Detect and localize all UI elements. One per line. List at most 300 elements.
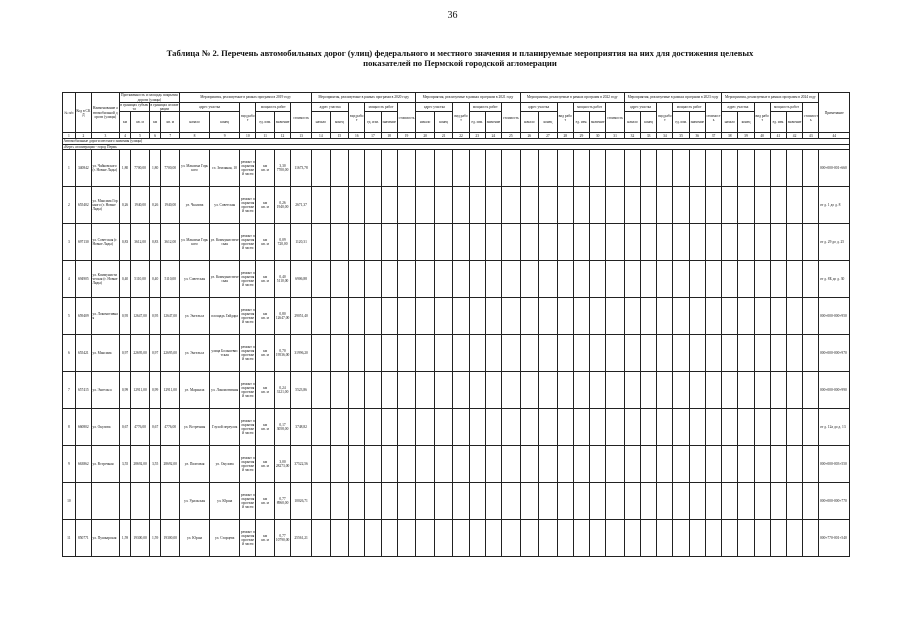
table-row — [63, 150, 850, 187]
empty-cell — [485, 446, 501, 483]
empty-cell — [722, 446, 738, 483]
empty-cell — [381, 224, 397, 261]
row-length-agglomeration: 0,83 — [149, 224, 161, 261]
empty-cell — [705, 372, 721, 409]
row-2019-start: ул. Маршала — [180, 372, 210, 409]
empty-cell — [434, 520, 453, 557]
empty-cell — [469, 483, 485, 520]
row-2019-start: ул. Юрша — [180, 520, 210, 557]
row-number: 11 — [63, 520, 76, 557]
empty-cell — [502, 483, 521, 520]
column-number: 42 — [786, 133, 802, 139]
unit-km: км — [263, 386, 268, 391]
row-2019-cost: 1120,31 — [291, 224, 312, 261]
empty-cell — [381, 187, 397, 224]
table-row — [63, 372, 850, 409]
column-number: 25 — [502, 133, 521, 139]
roads-table — [62, 92, 850, 557]
empty-cell — [673, 409, 689, 446]
capacity-sqm: 10790,00 — [275, 538, 290, 543]
empty-cell — [573, 298, 589, 335]
capacity-km: 3,00 — [279, 460, 286, 465]
row-2019-cost: 11673,78 — [291, 150, 312, 187]
empty-cell — [738, 150, 754, 187]
empty-cell — [786, 187, 802, 224]
empty-cell — [786, 409, 802, 446]
row-2019-capacity-value — [274, 187, 290, 224]
column-number: 2 — [75, 133, 91, 139]
empty-cell — [673, 261, 689, 298]
empty-cell — [786, 261, 802, 298]
empty-cell — [606, 261, 625, 298]
row-2019-cost: 5523,86 — [291, 372, 312, 409]
empty-cell — [416, 261, 435, 298]
row-road-name: ул. Энгельса — [91, 372, 119, 409]
empty-cell — [381, 409, 397, 446]
row-2019-end: ул. Окулова — [210, 446, 240, 483]
empty-cell — [539, 187, 558, 224]
capacity-sqm: 1940,00 — [276, 205, 289, 210]
row-note: от д. 8Б до д. 30 — [819, 261, 850, 298]
empty-cell — [624, 298, 640, 335]
table-row — [63, 483, 850, 520]
empty-cell — [434, 224, 453, 261]
empty-cell — [539, 261, 558, 298]
empty-cell — [557, 520, 573, 557]
row-2019-cost: 3748,82 — [291, 409, 312, 446]
row-2019-worktype: ремонт покрытия проезжей части — [240, 187, 256, 224]
empty-cell — [722, 520, 738, 557]
empty-cell — [590, 298, 606, 335]
empty-cell — [485, 520, 501, 557]
column-number: 13 — [291, 133, 312, 139]
row-2019-worktype: ремонт покрытия проезжей части — [240, 446, 256, 483]
empty-cell — [641, 298, 657, 335]
unit-km: км — [263, 164, 268, 169]
empty-cell — [573, 150, 589, 187]
header-capacity: мощность работ — [770, 103, 802, 112]
header-unit: ед. изм. — [673, 112, 689, 133]
empty-cell — [738, 446, 754, 483]
row-2019-end: ул. Юрша — [210, 483, 240, 520]
empty-cell — [722, 409, 738, 446]
header-year-2024: Мероприятия, реализуемые в рамках программ в 2024 году — [722, 93, 819, 103]
unit-sqm: кв. м — [261, 501, 269, 506]
header-start: начало — [722, 112, 738, 133]
header-row — [63, 103, 850, 112]
row-2019-worktype: ремонт покрытия проезжей части — [240, 520, 256, 557]
empty-cell — [312, 520, 331, 557]
header-road: Наименование автомобильной дороги (улицы) — [91, 93, 119, 133]
empty-cell — [502, 150, 521, 187]
column-number: 33 — [641, 133, 657, 139]
column-number: 30 — [590, 133, 606, 139]
empty-cell — [434, 298, 453, 335]
empty-cell — [573, 224, 589, 261]
row-number: 2 — [63, 187, 76, 224]
row-2019-cost: 10026,71 — [291, 483, 312, 520]
capacity-km: 0,26 — [279, 201, 286, 206]
row-area-agglomeration — [161, 483, 180, 520]
empty-cell — [624, 446, 640, 483]
row-2019-capacity-value — [274, 150, 290, 187]
empty-cell — [520, 520, 539, 557]
empty-cell — [397, 298, 416, 335]
empty-cell — [397, 409, 416, 446]
empty-cell — [705, 187, 721, 224]
empty-cell — [657, 446, 673, 483]
empty-cell — [312, 446, 331, 483]
empty-cell — [770, 335, 786, 372]
empty-cell — [738, 224, 754, 261]
row-2019-end: улица Большевистская — [210, 335, 240, 372]
empty-cell — [657, 187, 673, 224]
empty-cell — [453, 520, 469, 557]
column-number: 18 — [381, 133, 397, 139]
empty-cell — [722, 150, 738, 187]
empty-cell — [754, 446, 770, 483]
header-length-group: Протяженность и площадь покрытия дороги (улицы) — [121, 93, 178, 102]
empty-cell — [738, 261, 754, 298]
empty-cell — [673, 298, 689, 335]
row-length-subject: 0,26 — [119, 187, 131, 224]
empty-cell — [416, 483, 435, 520]
empty-cell — [786, 224, 802, 261]
header-unit: ед. изм. — [770, 112, 786, 133]
row-2019-capacity-unit — [256, 409, 275, 446]
row-2019-end: гл. Земляная, 10 — [210, 150, 240, 187]
header-in-subject: в границах субъекта — [120, 103, 149, 112]
column-number: 24 — [485, 133, 501, 139]
row-area-agglomeration: 19300,00 — [161, 520, 180, 557]
row-area-subject: 12647,00 — [131, 298, 150, 335]
row-note: 000+000-000+770 — [819, 483, 850, 520]
empty-cell — [539, 520, 558, 557]
empty-cell — [469, 446, 485, 483]
header-cost: стоимость — [803, 103, 819, 133]
empty-cell — [502, 261, 521, 298]
row-2019-start: ул. Чкалова — [180, 187, 210, 224]
row-length-subject: 1,59 — [119, 520, 131, 557]
empty-cell — [754, 372, 770, 409]
header-note: Примечание — [819, 93, 850, 133]
column-number: 8 — [180, 133, 210, 139]
empty-cell — [485, 224, 501, 261]
empty-cell — [689, 372, 705, 409]
empty-cell — [770, 298, 786, 335]
empty-cell — [803, 372, 819, 409]
row-number: 1 — [63, 150, 76, 187]
empty-cell — [689, 187, 705, 224]
row-2019-worktype: ремонт покрытия проезжей части — [240, 372, 256, 409]
row-2019-capacity-value — [274, 224, 290, 261]
empty-cell — [312, 298, 331, 335]
row-2019-capacity-unit — [256, 483, 275, 520]
header-cost: стоимость — [291, 103, 312, 133]
row-2019-cost: 6906,88 — [291, 261, 312, 298]
unit-sqm: кв. м — [261, 168, 269, 173]
column-number: 22 — [453, 133, 469, 139]
empty-cell — [624, 261, 640, 298]
empty-cell — [312, 483, 331, 520]
capacity-sqm: 19536,00 — [275, 353, 290, 358]
row-2019-capacity-value — [274, 261, 290, 298]
empty-cell — [381, 150, 397, 187]
empty-cell — [673, 150, 689, 187]
empty-cell — [520, 298, 539, 335]
header-year-2022: Мероприятия, реализуемые в рамках программ в 2022 году — [520, 93, 624, 103]
empty-cell — [381, 335, 397, 372]
empty-cell — [573, 261, 589, 298]
row-code: 340842 — [75, 150, 91, 187]
header-cost: стоимость — [502, 103, 521, 133]
header-value: значение — [381, 112, 397, 133]
empty-cell — [786, 483, 802, 520]
empty-cell — [770, 483, 786, 520]
empty-cell — [705, 261, 721, 298]
column-number: 3 — [91, 133, 119, 139]
row-code: 663862 — [75, 446, 91, 483]
empty-cell — [469, 520, 485, 557]
empty-cell — [803, 261, 819, 298]
header-worktype: вид работ — [453, 103, 469, 133]
document-title: Таблица № 2. Перечень автомобильных дорог (улиц) федерального и местного значения и планируемые мероприятия на них для достижения целевых показателей по Пермской городской агломерации — [166, 48, 754, 68]
empty-cell — [624, 483, 640, 520]
empty-cell — [606, 409, 625, 446]
row-2019-capacity-value — [274, 520, 290, 557]
row-length-subject: 1,80 — [119, 150, 131, 187]
header-value: значение — [485, 112, 501, 133]
empty-cell — [434, 150, 453, 187]
header-unit-sqm: кв. м — [131, 112, 150, 133]
empty-cell — [803, 446, 819, 483]
empty-cell — [689, 335, 705, 372]
capacity-sqm: 8960,00 — [276, 501, 289, 506]
row-length-subject — [119, 483, 131, 520]
row-code: 659409 — [75, 298, 91, 335]
empty-cell — [520, 483, 539, 520]
empty-cell — [349, 409, 365, 446]
empty-cell — [754, 187, 770, 224]
empty-cell — [590, 372, 606, 409]
empty-cell — [381, 261, 397, 298]
column-number: 34 — [657, 133, 673, 139]
row-code — [75, 483, 91, 520]
header-unit-sqm: кв. м — [161, 112, 180, 133]
empty-cell — [657, 298, 673, 335]
empty-cell — [539, 372, 558, 409]
empty-cell — [485, 150, 501, 187]
empty-cell — [502, 187, 521, 224]
empty-cell — [502, 298, 521, 335]
column-number: 21 — [434, 133, 453, 139]
empty-cell — [803, 150, 819, 187]
row-road-name: ул. Чайковского (г. Новые Ляды) — [91, 150, 119, 187]
empty-cell — [469, 409, 485, 446]
empty-cell — [381, 446, 397, 483]
empty-cell — [786, 335, 802, 372]
row-2019-capacity-value — [274, 446, 290, 483]
row-area-subject: 1940,00 — [131, 187, 150, 224]
column-number: 7 — [161, 133, 180, 139]
empty-cell — [606, 520, 625, 557]
table-row — [63, 409, 850, 446]
row-area-subject: 12911,00 — [131, 372, 150, 409]
empty-cell — [689, 446, 705, 483]
empty-cell — [624, 187, 640, 224]
empty-cell — [349, 261, 365, 298]
empty-cell — [520, 150, 539, 187]
empty-cell — [557, 261, 573, 298]
row-length-subject: 0,67 — [119, 409, 131, 446]
empty-cell — [520, 372, 539, 409]
empty-cell — [416, 520, 435, 557]
row-number: 4 — [63, 261, 76, 298]
empty-cell — [312, 372, 331, 409]
header-worktype: вид работ — [754, 103, 770, 133]
empty-cell — [557, 187, 573, 224]
header-value: значение — [689, 112, 705, 133]
empty-cell — [349, 187, 365, 224]
empty-cell — [803, 483, 819, 520]
empty-cell — [330, 150, 349, 187]
header-end: конец — [434, 112, 453, 133]
row-code: 850771 — [75, 520, 91, 557]
empty-cell — [624, 150, 640, 187]
row-number: 7 — [63, 372, 76, 409]
column-number: 9 — [210, 133, 240, 139]
empty-cell — [786, 298, 802, 335]
empty-cell — [590, 520, 606, 557]
column-number: 16 — [349, 133, 365, 139]
empty-cell — [705, 335, 721, 372]
row-area-agglomeration: 5110,00 — [161, 261, 180, 298]
unit-sqm: кв. м — [261, 205, 269, 210]
row-length-agglomeration: 1,80 — [149, 150, 161, 187]
roads-table-container — [62, 92, 850, 622]
row-code: 655402 — [75, 187, 91, 224]
empty-cell — [539, 224, 558, 261]
column-number: 23 — [469, 133, 485, 139]
empty-cell — [557, 224, 573, 261]
empty-cell — [469, 187, 485, 224]
empty-cell — [624, 520, 640, 557]
empty-cell — [689, 298, 705, 335]
row-road-name: ул. Максима Горького (г. Новые Ляды) — [91, 187, 119, 224]
row-2019-worktype: ремонт покрытия проезжей части — [240, 483, 256, 520]
empty-cell — [539, 446, 558, 483]
empty-cell — [312, 187, 331, 224]
empty-cell — [502, 520, 521, 557]
row-area-subject: 3612,00 — [131, 224, 150, 261]
empty-cell — [520, 187, 539, 224]
empty-cell — [557, 150, 573, 187]
empty-cell — [381, 520, 397, 557]
header-start: начало — [416, 112, 435, 133]
empty-cell — [349, 224, 365, 261]
row-length-agglomeration: 0,99 — [149, 372, 161, 409]
empty-cell — [453, 372, 469, 409]
empty-cell — [453, 224, 469, 261]
row-2019-end: ул. Советская — [210, 187, 240, 224]
row-2019-capacity-unit — [256, 335, 275, 372]
row-2019-end: ул. Коммунистическая — [210, 261, 240, 298]
row-2019-end: ул. Коммунистическая — [210, 224, 240, 261]
empty-cell — [590, 409, 606, 446]
empty-cell — [641, 446, 657, 483]
empty-cell — [770, 261, 786, 298]
column-number: 39 — [738, 133, 754, 139]
row-note: от д. 29 до д. 25 — [819, 224, 850, 261]
empty-cell — [590, 483, 606, 520]
capacity-sqm: 7700,00 — [276, 168, 289, 173]
empty-cell — [485, 372, 501, 409]
row-number: 5 — [63, 298, 76, 335]
empty-cell — [365, 446, 381, 483]
empty-cell — [312, 224, 331, 261]
header-address: адрес участка — [520, 103, 557, 112]
unit-km: км — [263, 534, 268, 539]
empty-cell — [590, 150, 606, 187]
row-area-agglomeration: 4776,00 — [161, 409, 180, 446]
row-2019-capacity-unit — [256, 298, 275, 335]
empty-cell — [770, 372, 786, 409]
row-code: 697130 — [75, 224, 91, 261]
empty-cell — [641, 409, 657, 446]
empty-cell — [557, 483, 573, 520]
header-value: значение — [590, 112, 606, 133]
empty-cell — [573, 187, 589, 224]
empty-cell — [770, 187, 786, 224]
empty-cell — [397, 261, 416, 298]
row-area-subject: 4776,00 — [131, 409, 150, 446]
empty-cell — [641, 372, 657, 409]
header-worktype: вид работ — [349, 103, 365, 133]
empty-cell — [453, 261, 469, 298]
capacity-sqm: 28273,00 — [275, 464, 290, 469]
row-note: от д. 1 до д. 8 — [819, 187, 850, 224]
section-title: Автомобильные дороги местного значения (улицы) — [63, 139, 850, 145]
empty-cell — [365, 224, 381, 261]
empty-cell — [624, 224, 640, 261]
header-unit: ед. изм. — [469, 112, 485, 133]
empty-cell — [641, 520, 657, 557]
empty-cell — [312, 409, 331, 446]
capacity-sqm: 5110,00 — [276, 279, 289, 284]
empty-cell — [754, 261, 770, 298]
empty-cell — [330, 372, 349, 409]
capacity-km: 0,77 — [279, 497, 286, 502]
unit-sqm: кв. м — [261, 464, 269, 469]
empty-cell — [330, 298, 349, 335]
row-note: 000+000-001+660 — [819, 150, 850, 187]
column-number: 43 — [803, 133, 819, 139]
column-number: 44 — [819, 133, 850, 139]
empty-cell — [606, 483, 625, 520]
column-number: 32 — [624, 133, 640, 139]
row-2019-capacity-value — [274, 298, 290, 335]
unit-km: км — [263, 312, 268, 317]
empty-cell — [738, 409, 754, 446]
empty-cell — [502, 335, 521, 372]
column-number: 11 — [256, 133, 275, 139]
row-2019-capacity-value — [274, 483, 290, 520]
header-unit-km: км — [119, 112, 131, 133]
empty-cell — [520, 409, 539, 446]
header-address: адрес участка — [416, 103, 453, 112]
empty-cell — [397, 335, 416, 372]
row-note: 000+000-000+950 — [819, 298, 850, 335]
